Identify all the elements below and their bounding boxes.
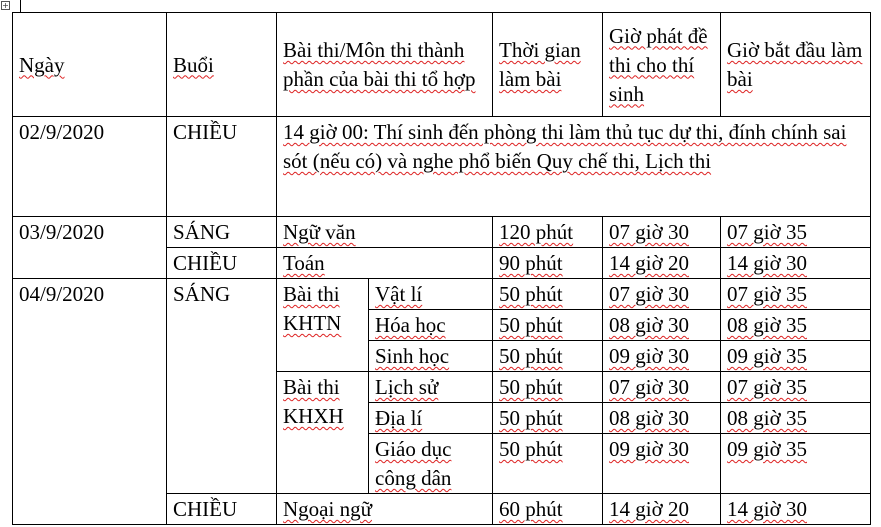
subject-cell: Toán xyxy=(277,248,493,279)
subject-cell: Ngữ văn xyxy=(277,217,493,248)
duration-cell: 120 phút xyxy=(493,217,603,248)
subject-cell: Giáo dục công dân xyxy=(369,434,493,494)
header-row xyxy=(13,13,871,117)
duration-cell: 60 phút xyxy=(493,494,603,525)
header-buoi: Buổi xyxy=(167,13,277,117)
cursor-line xyxy=(20,0,21,12)
header-gio-phat-de: Giờ phát đề thi cho thí sinh xyxy=(603,13,721,117)
handout-time-cell: 07 giờ 30 xyxy=(603,372,721,403)
handout-time-cell: 07 giờ 30 xyxy=(603,217,721,248)
header-gio-bat-dau: Giờ bắt đầu làm bài xyxy=(721,13,871,117)
duration-cell: 50 phút xyxy=(493,403,603,434)
note-cell: 14 giờ 00: Thí sinh đến phòng thi làm thủ tục dự thi, đính chính sai sót (nếu có) và nghe phổ biến Quy chế thi, Lịch thi xyxy=(277,117,871,217)
session-cell: CHIỀU xyxy=(167,494,277,525)
table-move-handle[interactable]: + xyxy=(2,1,9,10)
subject-cell: Hóa học xyxy=(369,310,493,341)
handout-time-cell: 07 giờ 30 xyxy=(603,279,721,310)
start-time-cell: 09 giờ 35 xyxy=(721,434,871,494)
start-time-cell: 07 giờ 35 xyxy=(721,372,871,403)
handout-time-cell: 14 giờ 20 xyxy=(603,248,721,279)
duration-cell: 50 phút xyxy=(493,279,603,310)
group-cell-khxh: Bài thi KHXH xyxy=(277,372,369,494)
handout-time-cell: 08 giờ 30 xyxy=(603,403,721,434)
header-mon-thi: Bài thi/Môn thi thành phần của bài thi tổ hợp xyxy=(277,13,493,117)
duration-cell: 50 phút xyxy=(493,372,603,403)
header-thoi-gian: Thời gian làm bài xyxy=(493,13,603,117)
handout-time-cell: 14 giờ 20 xyxy=(603,494,721,525)
date-cell: 03/9/2020 xyxy=(13,217,167,279)
start-time-cell: 08 giờ 35 xyxy=(721,403,871,434)
start-time-cell: 09 giờ 35 xyxy=(721,341,871,372)
start-time-cell: 14 giờ 30 xyxy=(721,248,871,279)
session-cell: CHIỀU xyxy=(167,248,277,279)
duration-cell: 90 phút xyxy=(493,248,603,279)
duration-cell: 50 phút xyxy=(493,341,603,372)
subject-cell: Vật lí xyxy=(369,279,493,310)
table-row xyxy=(13,117,871,217)
table-row xyxy=(13,279,871,310)
start-time-cell: 14 giờ 30 xyxy=(721,494,871,525)
header-ngay: Ngày xyxy=(13,13,167,117)
start-time-cell: 07 giờ 35 xyxy=(721,279,871,310)
handout-time-cell: 08 giờ 30 xyxy=(603,310,721,341)
start-time-cell: 08 giờ 35 xyxy=(721,310,871,341)
duration-cell: 50 phút xyxy=(493,434,603,494)
exam-schedule-table xyxy=(12,12,871,525)
session-cell: SÁNG xyxy=(167,217,277,248)
date-cell: 04/9/2020 xyxy=(13,279,167,525)
group-cell-khtn: Bài thi KHTN xyxy=(277,279,369,372)
subject-cell: Sinh học xyxy=(369,341,493,372)
session-cell: SÁNG xyxy=(167,279,277,494)
start-time-cell: 07 giờ 35 xyxy=(721,217,871,248)
subject-cell: Ngoại ngữ xyxy=(277,494,493,525)
subject-cell: Địa lí xyxy=(369,403,493,434)
duration-cell: 50 phút xyxy=(493,310,603,341)
table-row xyxy=(13,217,871,248)
session-cell: CHIỀU xyxy=(167,117,277,217)
date-cell: 02/9/2020 xyxy=(13,117,167,217)
handout-time-cell: 09 giờ 30 xyxy=(603,341,721,372)
subject-cell: Lịch sử xyxy=(369,372,493,403)
handout-time-cell: 09 giờ 30 xyxy=(603,434,721,494)
